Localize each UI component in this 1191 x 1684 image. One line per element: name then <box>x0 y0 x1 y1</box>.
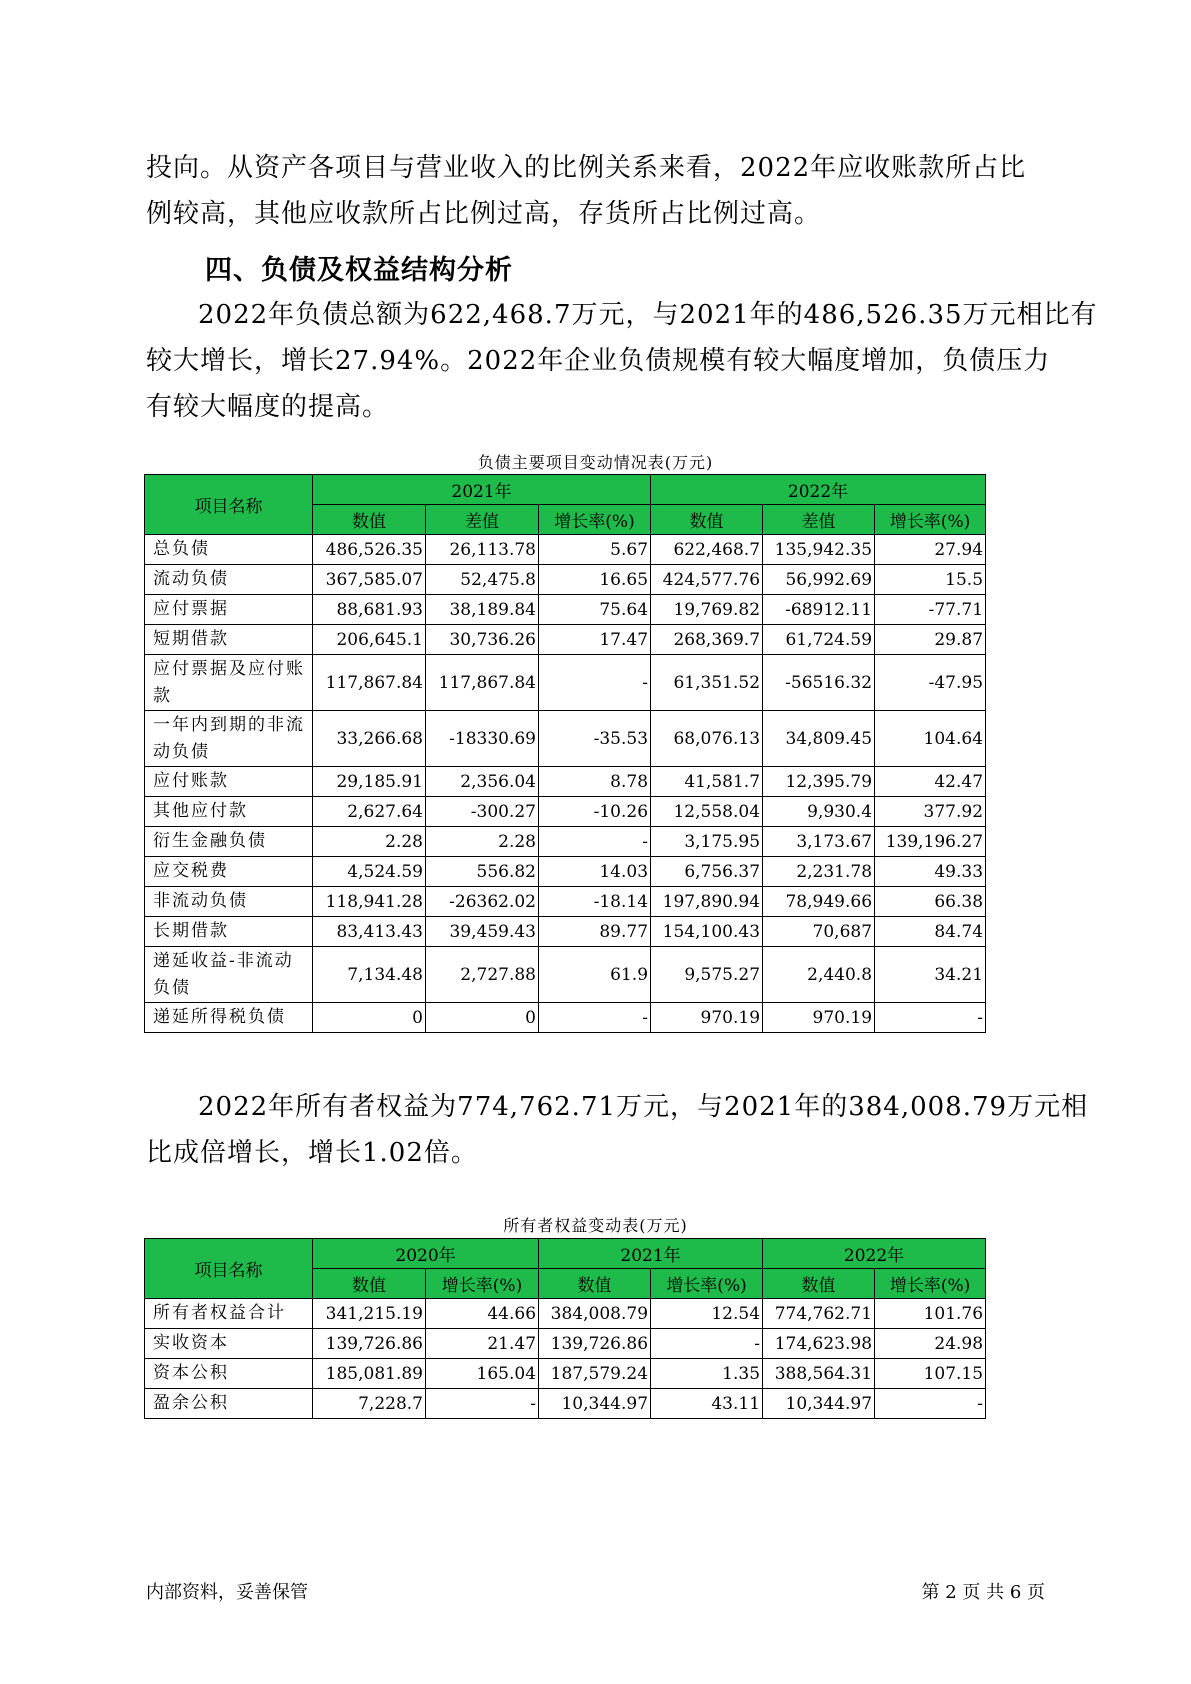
table-cell: 34,809.45 <box>763 711 875 767</box>
table-cell: -77.71 <box>875 595 986 625</box>
table-cell: 7,134.48 <box>313 947 426 1003</box>
table-cell: -18330.69 <box>426 711 539 767</box>
table-cell: 197,890.94 <box>651 887 763 917</box>
table-cell: 341,215.19 <box>313 1299 426 1329</box>
table-cell: -56516.32 <box>763 655 875 711</box>
table-cell: 70,687 <box>763 917 875 947</box>
table-cell: 165.04 <box>426 1359 539 1389</box>
column-header: 增长率(%) <box>539 505 651 535</box>
table-cell: 12,395.79 <box>763 767 875 797</box>
table-cell: 0 <box>426 1003 539 1033</box>
table-cell: 29.87 <box>875 625 986 655</box>
table-row <box>145 1003 986 1033</box>
row-label: 其他应付款 <box>145 797 313 827</box>
table-cell: 89.77 <box>539 917 651 947</box>
table-cell: -300.27 <box>426 797 539 827</box>
table-row <box>145 1359 986 1389</box>
table-cell: 0 <box>313 1003 426 1033</box>
row-label: 一年内到期的非流动负债 <box>145 711 313 767</box>
table-cell: 66.38 <box>875 887 986 917</box>
row-label: 所有者权益合计 <box>145 1299 313 1329</box>
equity-paragraph <box>146 1084 1089 1176</box>
column-header: 增长率(%) <box>426 1269 539 1299</box>
table-cell: 49.33 <box>875 857 986 887</box>
table-cell: 118,941.28 <box>313 887 426 917</box>
column-header: 差值 <box>763 505 875 535</box>
table-cell: -10.26 <box>539 797 651 827</box>
table-cell: 61.9 <box>539 947 651 1003</box>
table-cell: 384,008.79 <box>539 1299 651 1329</box>
table-row <box>145 535 986 565</box>
column-header: 增长率(%) <box>651 1269 763 1299</box>
table-cell: - <box>539 655 651 711</box>
table-cell: -26362.02 <box>426 887 539 917</box>
table-cell: 7,228.7 <box>313 1389 426 1419</box>
table-cell: -35.53 <box>539 711 651 767</box>
table-cell: 367,585.07 <box>313 565 426 595</box>
table-cell: 4,524.59 <box>313 857 426 887</box>
column-header: 数值 <box>313 1269 426 1299</box>
table-cell: 206,645.1 <box>313 625 426 655</box>
column-header: 数值 <box>313 505 426 535</box>
liability-paragraph <box>146 292 1098 430</box>
table-cell: 52,475.8 <box>426 565 539 595</box>
table-cell: 2,440.8 <box>763 947 875 1003</box>
table-cell: 84.74 <box>875 917 986 947</box>
table-cell: 970.19 <box>651 1003 763 1033</box>
table-cell: - <box>651 1329 763 1359</box>
table-cell: 10,344.97 <box>763 1389 875 1419</box>
section-heading: 四、负债及权益结构分析 <box>205 255 513 286</box>
table-row <box>145 595 986 625</box>
table-cell: 8.78 <box>539 767 651 797</box>
table-row <box>145 947 986 1003</box>
column-header: 差值 <box>426 505 539 535</box>
table-cell: -68912.11 <box>763 595 875 625</box>
table-cell: 2.28 <box>313 827 426 857</box>
table-cell: 17.47 <box>539 625 651 655</box>
row-label: 递延所得税负债 <box>145 1003 313 1033</box>
table-cell: - <box>875 1003 986 1033</box>
table-cell: 27.94 <box>875 535 986 565</box>
row-label: 应付票据及应付账款 <box>145 655 313 711</box>
table-cell: 6,756.37 <box>651 857 763 887</box>
table-cell: 61,724.59 <box>763 625 875 655</box>
table-cell: 38,189.84 <box>426 595 539 625</box>
liability-table <box>144 474 986 1033</box>
table-row <box>145 917 986 947</box>
year-header: 2020年 <box>313 1239 539 1269</box>
table-cell: 135,942.35 <box>763 535 875 565</box>
row-label: 盈余公积 <box>145 1389 313 1419</box>
table-cell: -47.95 <box>875 655 986 711</box>
table-cell: 61,351.52 <box>651 655 763 711</box>
table-cell: 424,577.76 <box>651 565 763 595</box>
year-header: 2021年 <box>539 1239 763 1269</box>
year-header: 2022年 <box>651 475 986 505</box>
row-label: 应付票据 <box>145 595 313 625</box>
table-row <box>145 857 986 887</box>
table-row <box>145 1299 986 1329</box>
row-label: 资本公积 <box>145 1359 313 1389</box>
intro-line: 投向。从资产各项目与营业收入的比例关系来看，2022年应收账款所占比 <box>146 153 1027 183</box>
table-cell: 34.21 <box>875 947 986 1003</box>
equity-line: 2022年所有者权益为774,762.71万元，与2021年的384,008.79万元相 <box>198 1092 1089 1122</box>
table-cell: 78,949.66 <box>763 887 875 917</box>
table-cell: - <box>426 1389 539 1419</box>
table-cell: 68,076.13 <box>651 711 763 767</box>
table-cell: 44.66 <box>426 1299 539 1329</box>
table-cell: 29,185.91 <box>313 767 426 797</box>
table-cell: 42.47 <box>875 767 986 797</box>
table-cell: 117,867.84 <box>313 655 426 711</box>
row-label: 应交税费 <box>145 857 313 887</box>
table-cell: 101.76 <box>875 1299 986 1329</box>
table-row <box>145 797 986 827</box>
table-cell: 774,762.71 <box>763 1299 875 1329</box>
table-cell: 26,113.78 <box>426 535 539 565</box>
table-cell: 75.64 <box>539 595 651 625</box>
table-cell: - <box>875 1389 986 1419</box>
table-cell: 107.15 <box>875 1359 986 1389</box>
footer-confidential: 内部资料，妥善保管 <box>146 1582 308 1603</box>
equity-table <box>144 1238 986 1419</box>
table-cell: 19,769.82 <box>651 595 763 625</box>
table-cell: 56,992.69 <box>763 565 875 595</box>
column-header: 数值 <box>539 1269 651 1299</box>
table-cell: 9,930.4 <box>763 797 875 827</box>
equity-table-caption: 所有者权益变动表(万元) <box>503 1216 688 1235</box>
table-cell: 43.11 <box>651 1389 763 1419</box>
table-cell: 33,266.68 <box>313 711 426 767</box>
table-row <box>145 1329 986 1359</box>
table-cell: 556.82 <box>426 857 539 887</box>
table-cell: 2,356.04 <box>426 767 539 797</box>
liability-line: 有较大幅度的提高。 <box>146 392 390 422</box>
table-cell: 15.5 <box>875 565 986 595</box>
row-label: 应付账款 <box>145 767 313 797</box>
column-header: 数值 <box>763 1269 875 1299</box>
table-cell: 2,231.78 <box>763 857 875 887</box>
intro-paragraph <box>146 145 1046 237</box>
table-row <box>145 711 986 767</box>
table-cell: 14.03 <box>539 857 651 887</box>
table-cell: 187,579.24 <box>539 1359 651 1389</box>
table-cell: 377.92 <box>875 797 986 827</box>
table-cell: 117,867.84 <box>426 655 539 711</box>
row-label: 短期借款 <box>145 625 313 655</box>
table-cell: 622,468.7 <box>651 535 763 565</box>
table-cell: 12,558.04 <box>651 797 763 827</box>
table-cell: 139,726.86 <box>539 1329 651 1359</box>
table-row <box>145 827 986 857</box>
table-cell: 268,369.7 <box>651 625 763 655</box>
equity-line: 比成倍增长，增长1.02倍。 <box>146 1138 478 1168</box>
table-cell: 88,681.93 <box>313 595 426 625</box>
table-cell: 486,526.35 <box>313 535 426 565</box>
liability-table-caption: 负债主要项目变动情况表(万元) <box>477 453 714 472</box>
footer-page-number: 第 2 页 共 6 页 <box>921 1582 1045 1603</box>
table-row <box>145 1389 986 1419</box>
table-cell: 139,726.86 <box>313 1329 426 1359</box>
liability-line: 2022年负债总额为622,468.7万元，与2021年的486,526.35万元相比有 <box>198 300 1098 330</box>
table-cell: 16.65 <box>539 565 651 595</box>
table-cell: 5.67 <box>539 535 651 565</box>
column-header: 数值 <box>651 505 763 535</box>
table-cell: -18.14 <box>539 887 651 917</box>
year-header: 2021年 <box>313 475 651 505</box>
table-row <box>145 565 986 595</box>
table-cell: 83,413.43 <box>313 917 426 947</box>
table-cell: 388,564.31 <box>763 1359 875 1389</box>
table-cell: 139,196.27 <box>875 827 986 857</box>
table-row <box>145 625 986 655</box>
table-cell: 2.28 <box>426 827 539 857</box>
table-cell: - <box>539 827 651 857</box>
column-header: 增长率(%) <box>875 1269 986 1299</box>
row-label: 衍生金融负债 <box>145 827 313 857</box>
table-cell: 1.35 <box>651 1359 763 1389</box>
table-row <box>145 767 986 797</box>
table-row <box>145 655 986 711</box>
table-cell: 30,736.26 <box>426 625 539 655</box>
row-label: 总负债 <box>145 535 313 565</box>
table-cell: 21.47 <box>426 1329 539 1359</box>
table-cell: 3,175.95 <box>651 827 763 857</box>
table-cell: 154,100.43 <box>651 917 763 947</box>
row-label: 递延收益-非流动负债 <box>145 947 313 1003</box>
table-cell: 10,344.97 <box>539 1389 651 1419</box>
table-cell: 12.54 <box>651 1299 763 1329</box>
name-header: 项目名称 <box>145 475 313 535</box>
table-cell: 39,459.43 <box>426 917 539 947</box>
table-cell: 41,581.7 <box>651 767 763 797</box>
name-header: 项目名称 <box>145 1239 313 1299</box>
table-cell: 2,627.64 <box>313 797 426 827</box>
table-cell: 3,173.67 <box>763 827 875 857</box>
row-label: 流动负债 <box>145 565 313 595</box>
table-cell: 24.98 <box>875 1329 986 1359</box>
table-cell: 2,727.88 <box>426 947 539 1003</box>
table-cell: 970.19 <box>763 1003 875 1033</box>
row-label: 长期借款 <box>145 917 313 947</box>
column-header: 增长率(%) <box>875 505 986 535</box>
row-label: 非流动负债 <box>145 887 313 917</box>
table-row <box>145 887 986 917</box>
intro-line: 例较高，其他应收款所占比例过高，存货所占比例过高。 <box>146 199 822 229</box>
year-header: 2022年 <box>763 1239 986 1269</box>
table-cell: 104.64 <box>875 711 986 767</box>
row-label: 实收资本 <box>145 1329 313 1359</box>
table-cell: 185,081.89 <box>313 1359 426 1389</box>
table-cell: 174,623.98 <box>763 1329 875 1359</box>
table-cell: 9,575.27 <box>651 947 763 1003</box>
table-cell: - <box>539 1003 651 1033</box>
liability-line: 较大增长，增长27.94%。2022年企业负债规模有较大幅度增加，负债压力 <box>146 346 1051 376</box>
